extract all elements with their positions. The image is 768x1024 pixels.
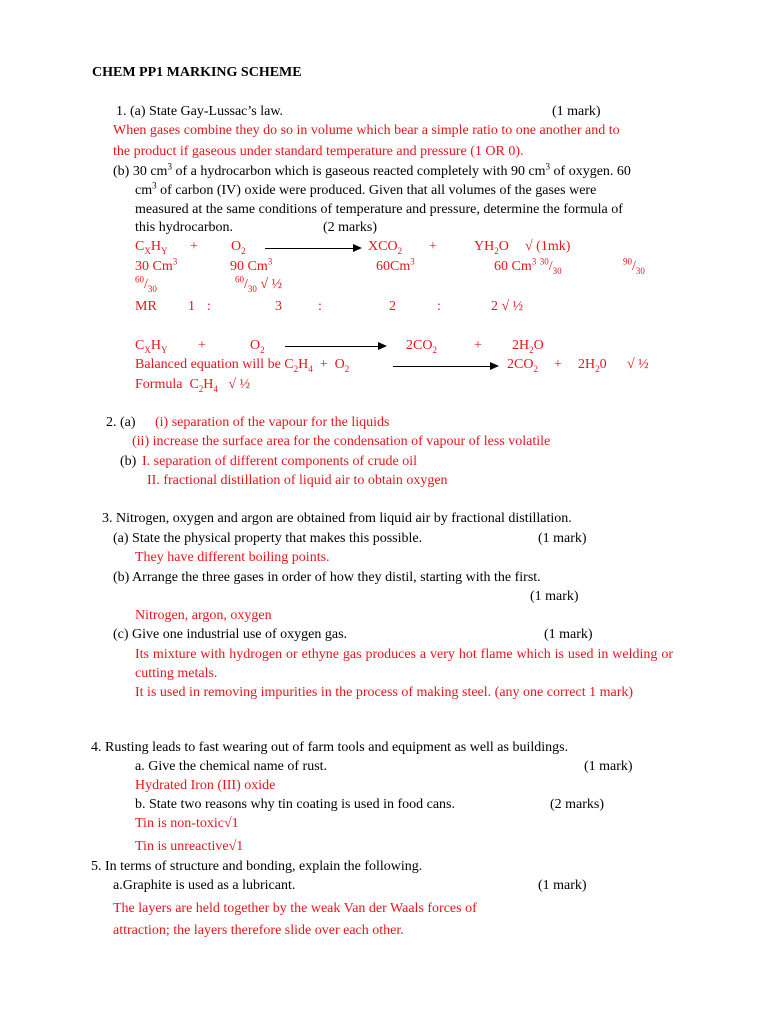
q1a-marks: (1 mark) — [552, 104, 601, 119]
vol-hydrocarbon: 30 Cm$^3$ — [135, 256, 178, 274]
balanced-arrow — [393, 366, 497, 367]
vol-oxygen: 90 Cm$^3$ — [230, 256, 273, 274]
q3c-marks: (1 mark) — [544, 627, 593, 642]
q2b-answer-ii: II. fractional distillation of liquid air to obtain oxygen — [147, 473, 448, 488]
q4b-answer-2: Tin is unreactive√1 — [135, 839, 244, 854]
q1b-question-line-2: $cm^3$ of carbon (IV) oxide were produced. Given that all volumes of the gases were — [135, 180, 597, 198]
q3b-question: (b) Arrange the three gases in order of how they distil, starting with the first. — [113, 570, 541, 585]
q4a-marks: (1 mark) — [584, 759, 633, 774]
q3a-marks: (1 mark) — [538, 531, 587, 546]
q5a-question: a.Graphite is used as a lubricant. — [113, 878, 296, 893]
q3c-answer-1: Its mixture with hydrogen or ethyne gas produces a very hot flame which is used in welding or cutting metals. — [135, 647, 673, 681]
eq1-yh2o: $YH_2O$ — [474, 239, 509, 256]
q5a-answer-2: attraction; the layers therefore slide over each other. — [113, 923, 404, 938]
q3a-answer: They have different boiling points. — [135, 550, 330, 565]
q1b-question-line-4: this hydrocarbon. — [135, 220, 233, 235]
q1a-answer-line-1: When gases combine they do so in volume which bear a simple ratio to one another and to — [113, 123, 620, 138]
q1a-question: 1. (a) State Gay-Lussac’s law. — [116, 104, 284, 119]
q3-stem: 3. Nitrogen, oxygen and argon are obtained from liquid air by fractional distillation. — [102, 511, 572, 526]
eq2-hydrocarbon: $C_XH_Y$ — [135, 338, 168, 355]
eq2-co2: $2CO_2$ — [406, 338, 437, 355]
balanced-mark: √ ½ — [627, 357, 649, 372]
vol-co2: 60Cm$^3$ — [376, 256, 415, 274]
eq2-plus-1: + — [198, 338, 206, 353]
q1b-marks: (2 marks) — [323, 220, 378, 235]
q4a-question: a. Give the chemical name of rust. — [135, 759, 328, 774]
ratio-fraction-60-30: $^{60}/_{30}$ — [135, 274, 157, 294]
page-title: CHEM PP1 MARKING SCHEME — [92, 65, 302, 80]
q2b-answer-i: I. separation of different components of crude oil — [142, 454, 417, 469]
q1b-question-line-1: (b) 30 $cm^3$ of a hydrocarbon which is gaseous reacted completely with 90 $cm^3$ of oxygen. 60 — [113, 161, 631, 179]
q3c-answer-2: It is used in removing impurities in the process of making steel. (any one correct 1 mark) — [135, 685, 634, 700]
q2a-answer-ii: (ii) increase the surface area for the condensation of vapour of less volatile — [132, 434, 551, 449]
q4b-question: b. State two reasons why tin coating is used in food cans. — [135, 797, 456, 812]
q1a-answer-line-2: the product if gaseous under standard temperature and pressure (1 OR 0). — [113, 144, 524, 159]
q5-stem: 5. In terms of structure and bonding, explain the following. — [91, 859, 423, 874]
eq1-oxygen: $O_2$ — [231, 239, 246, 256]
eq1-plus-2: + — [429, 239, 437, 254]
q3c-question: (c) Give one industrial use of oxygen gas. — [113, 627, 348, 642]
formula-line: Formula $C_2H_4$ √ ½ — [135, 377, 251, 394]
q4b-answer-1: Tin is non-toxic√1 — [135, 816, 239, 831]
q3b-answer: Nitrogen, argon, oxygen — [135, 608, 272, 623]
q1b-question-line-3: measured at the same conditions of temperature and pressure, determine the formula of — [135, 202, 623, 217]
mr-label: MR — [135, 299, 157, 314]
eq2-plus-2: + — [474, 338, 482, 353]
balanced-plus: + — [554, 357, 562, 372]
mr-colon-3: : — [437, 299, 441, 314]
eq1-mark: √ (1mk) — [525, 239, 571, 254]
eq2-oxygen: $O_2$ — [250, 338, 265, 355]
q2a-label: 2. (a) — [106, 415, 136, 430]
eq1-hydrocarbon: $C_XH_Y$ — [135, 239, 168, 256]
eq1-plus-1: + — [190, 239, 198, 254]
mr-colon-2: : — [318, 299, 322, 314]
eq1-xco2: $XCO_2$ — [368, 239, 403, 256]
balanced-equation-text: Balanced equation will be $C_2H_4 + O_2$ — [135, 357, 350, 374]
mr-last: 2 √ ½ — [491, 299, 524, 314]
mr-one: 1 — [188, 299, 195, 314]
q2b-label: (b) — [120, 454, 137, 469]
q3a-question: (a) State the physical property that makes this possible. — [113, 531, 423, 546]
q3b-marks: (1 mark) — [530, 589, 579, 604]
balanced-co2: $2CO_2$ — [507, 357, 538, 374]
q5a-answer-1: The layers are held together by the weak Van der Waals forces of — [113, 901, 477, 916]
mr-two: 2 — [389, 299, 396, 314]
eq2-water: $2H_2O$ — [512, 338, 544, 355]
q4-stem: 4. Rusting leads to fast wearing out of farm tools and equipment as well as buildings. — [91, 740, 569, 755]
q2a-answer-i: (i) separation of the vapour for the liquids — [155, 415, 390, 430]
ratio-fraction-90-30: $^{90}/_{30}$ — [623, 256, 645, 276]
balanced-water: $2H_20$ — [578, 357, 607, 374]
eq1-arrow — [265, 248, 360, 249]
vol-water: 60 Cm$^3$ $^{30}/_{30}$ — [494, 256, 562, 276]
q4b-marks: (2 marks) — [550, 797, 605, 812]
eq2-arrow — [285, 346, 385, 347]
q5a-marks: (1 mark) — [538, 878, 587, 893]
mr-three: 3 — [275, 299, 282, 314]
q4a-answer: Hydrated Iron (III) oxide — [135, 778, 276, 793]
ratio-fraction-60-30-mark: $^{60}/_{30}$ √ ½ — [235, 274, 283, 294]
mr-colon-1: : — [207, 299, 211, 314]
